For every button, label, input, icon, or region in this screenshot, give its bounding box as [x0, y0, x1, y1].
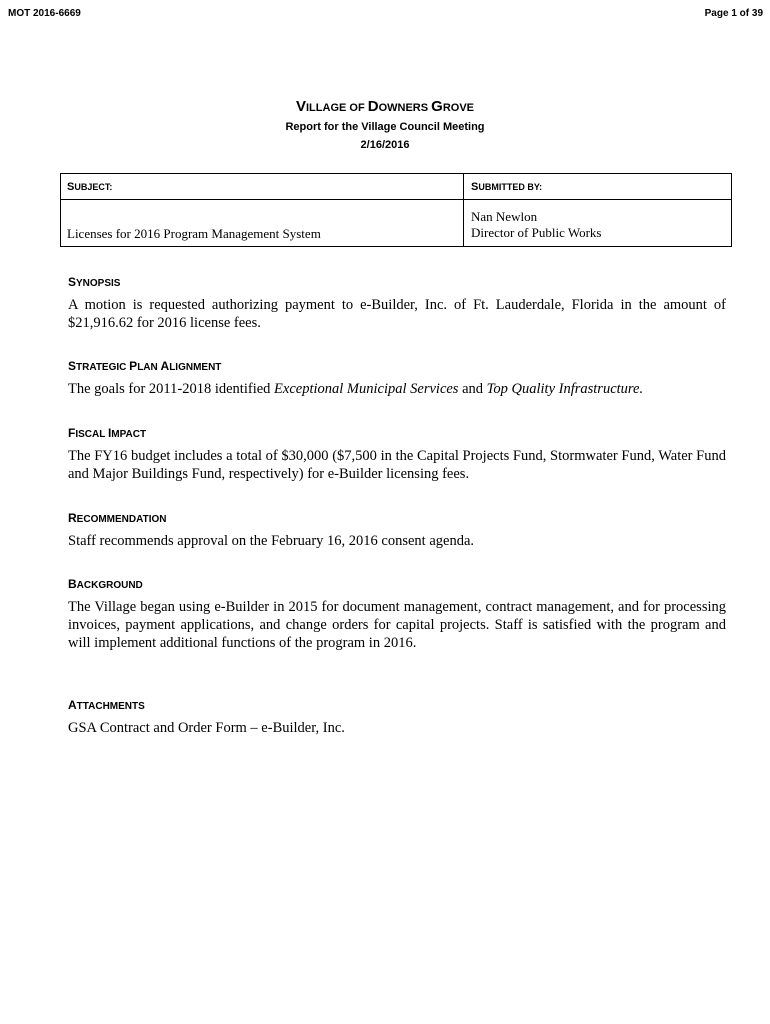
- recommendation-heading: RECOMMENDATION: [68, 511, 167, 525]
- page-title: VILLAGE OF DOWNERS GROVE: [295, 98, 474, 115]
- table-divider-horizontal: [61, 199, 731, 200]
- submitted-by-value: [471, 209, 602, 241]
- document-id: MOT 2016-6669: [8, 8, 81, 19]
- background-section: [68, 577, 726, 652]
- goal-exceptional-services: Exceptional Municipal Services: [274, 381, 459, 397]
- table-divider-vertical: [463, 174, 464, 246]
- submitter-title: Director of Public Works: [471, 225, 602, 240]
- subject-value: Licenses for 2016 Program Management System: [67, 226, 321, 241]
- strategic-plan-heading: STRATEGIC PLAN ALIGNMENT: [68, 359, 222, 373]
- fiscal-impact-heading: FISCAL IMPACT: [68, 426, 147, 440]
- attachments-section: [68, 698, 726, 737]
- submitter-name: Nan Newlon: [471, 209, 538, 224]
- subject-table: [60, 173, 732, 247]
- submitted-by-header: SUBMITTED BY:: [471, 181, 543, 193]
- attachments-body[interactable]: GSA Contract and Order Form – e-Builder, Inc.: [68, 720, 345, 736]
- report-subtitle: Report for the Village Council Meeting: [285, 121, 485, 133]
- meeting-date: 2/16/2016: [360, 139, 410, 151]
- strategic-plan-body: The goals for 2011-2018 identified Exceptional Municipal Services and Top Quality Infrastructure.: [68, 381, 644, 397]
- background-body: The Village began using e-Builder in 2015 for document management, contract management, and for processing invoices, payment applications, and change orders for capital projects. Staff is satisfied with the program and will implement additional functions of the program in 2016.: [68, 599, 726, 651]
- goal-infrastructure: Top Quality Infrastructure.: [486, 381, 644, 397]
- background-heading: BACKGROUND: [68, 577, 143, 591]
- synopsis-body: A motion is requested authorizing payment to e-Builder, Inc. of Ft. Lauderdale, Florida in the amount of $21,916.62 for 2016 license fees.: [68, 297, 726, 331]
- recommendation-body: Staff recommends approval on the February 16, 2016 consent agenda.: [68, 533, 475, 549]
- page-number: Page 1 of 39: [704, 8, 763, 19]
- synopsis-section: [68, 275, 726, 332]
- title-block: [0, 97, 770, 154]
- attachments-heading: ATTACHMENTS: [68, 698, 145, 712]
- subject-header: SUBJECT:: [67, 181, 113, 193]
- recommendation-section: [68, 511, 726, 550]
- fiscal-impact-body: The FY16 budget includes a total of $30,000 ($7,500 in the Capital Projects Fund, Stormwater Fund, Water Fund and Major Buildings Fund, respectively) for e-Builder licensing fees.: [68, 448, 726, 482]
- fiscal-impact-section: [68, 426, 726, 483]
- synopsis-heading: SYNOPSIS: [68, 275, 121, 289]
- strategic-plan-section: [68, 359, 726, 398]
